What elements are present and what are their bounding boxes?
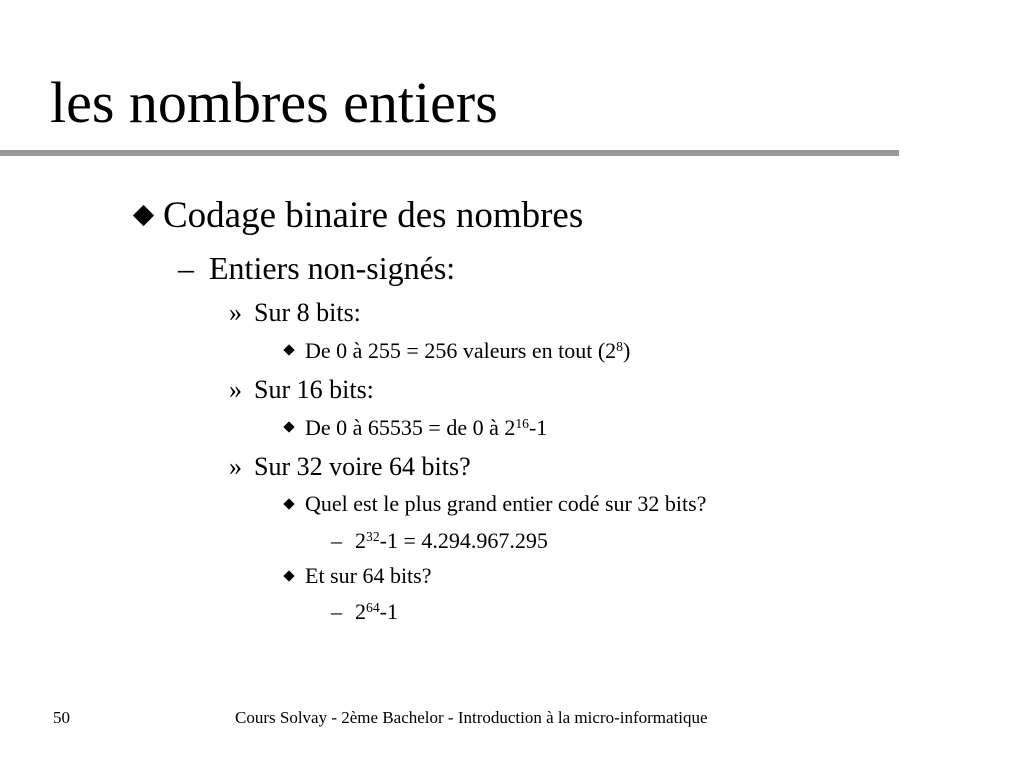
small-diamond-bullet-icon (283, 570, 294, 581)
answer-32-bits: $2^{32}-1 = 4.294.967.295$ (355, 528, 548, 553)
bullet-codage-binaire: Codage binaire des nombres (163, 195, 584, 236)
small-diamond-bullet-icon (283, 498, 294, 509)
dash-bullet-icon: – (331, 528, 342, 553)
answer-64-bits: $2^{64}-1$ (355, 599, 398, 624)
bullet-question-64-bits: Et sur 64 bits? (305, 563, 432, 588)
dash-bullet-icon: – (178, 250, 194, 286)
bullet-8-bits-range: De 0 à 255 = 256 valeurs en tout $(2^8)$ (305, 338, 631, 363)
slide-number: 50 (53, 708, 70, 727)
guillemet-bullet-icon: » (229, 298, 242, 327)
bullet-sur-16-bits: Sur 16 bits: (254, 375, 374, 404)
title-underline-rule (0, 150, 899, 156)
footer-course-title: Cours Solvay - 2ème Bachelor - Introduction à la micro-informatique (235, 708, 708, 727)
diamond-bullet-icon (133, 205, 154, 226)
small-diamond-bullet-icon (283, 344, 294, 355)
bullet-entiers-non-signes: Entiers non-signés: (209, 250, 456, 286)
dash-bullet-icon: – (331, 599, 342, 624)
bullet-16-bits-range: De 0 à 65535 = de 0 à $2^{16}-1$ (305, 415, 548, 440)
small-diamond-bullet-icon (283, 421, 294, 432)
guillemet-bullet-icon: » (229, 375, 242, 404)
bullet-sur-8-bits: Sur 8 bits: (254, 298, 361, 327)
bullet-sur-32-64-bits: Sur 32 voire 64 bits? (254, 452, 471, 481)
bullet-question-32-bits: Quel est le plus grand entier codé sur 32 bits? (305, 491, 707, 516)
slide-title: les nombres entiers (50, 70, 498, 135)
guillemet-bullet-icon: » (229, 452, 242, 481)
